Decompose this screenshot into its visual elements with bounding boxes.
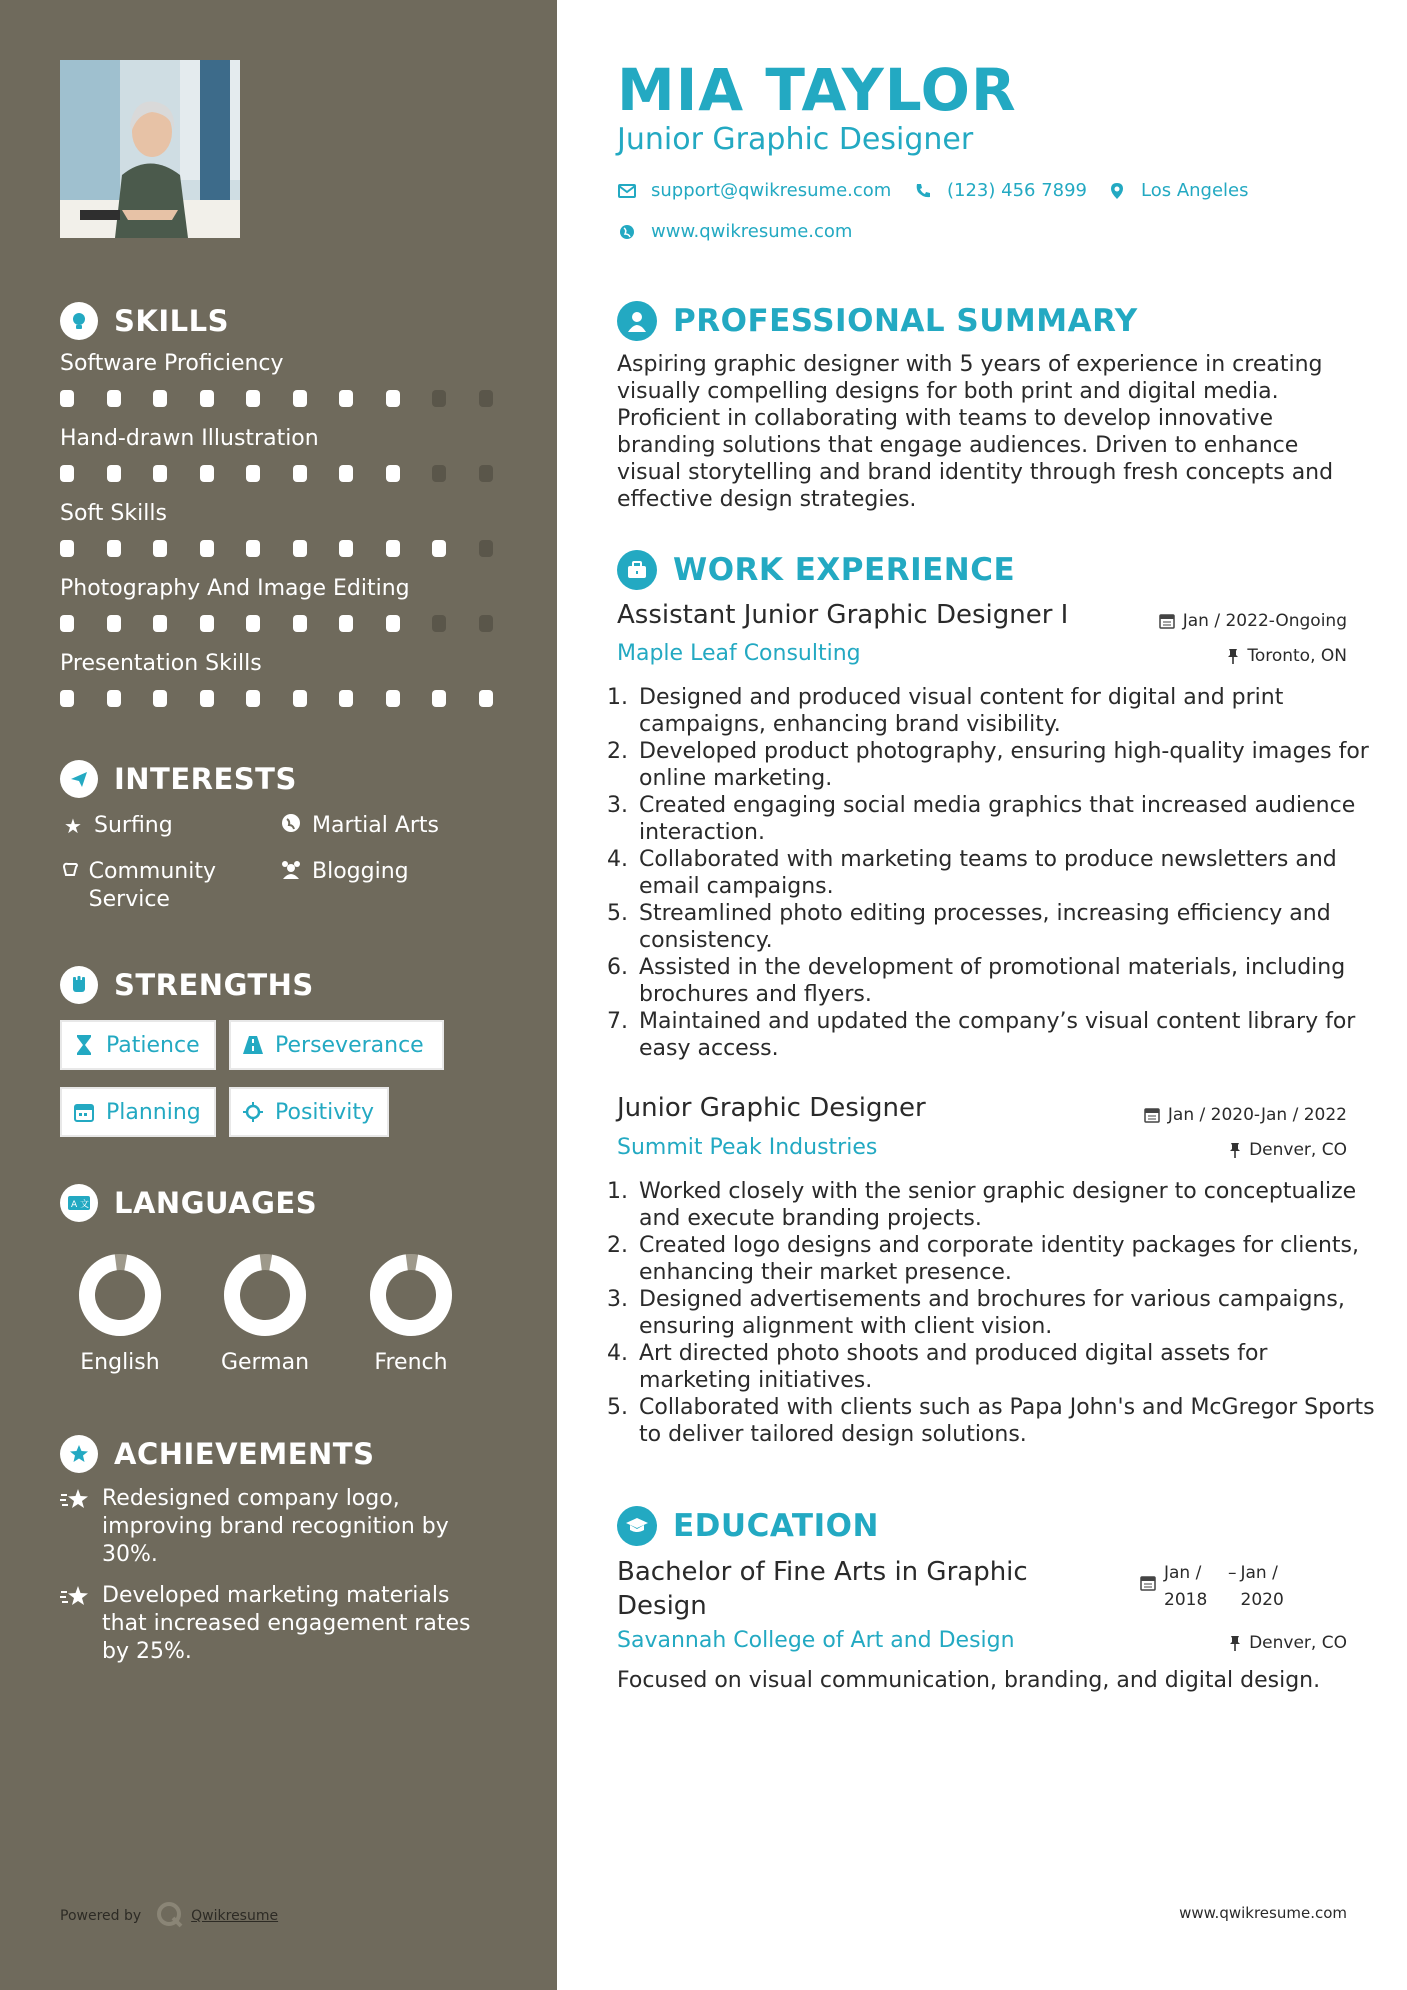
map-pin-icon — [1107, 181, 1127, 201]
skill-rating — [60, 690, 525, 707]
skill-dot-filled — [386, 465, 400, 482]
languages-title: LANGUAGES — [114, 1186, 318, 1220]
skill-dot-empty — [479, 465, 493, 482]
skill-dot-empty — [479, 540, 493, 557]
skill-dot-filled — [246, 540, 260, 557]
footer-website-link[interactable]: www.qwikresume.com — [1179, 1904, 1347, 1922]
skill-dot-filled — [200, 540, 214, 557]
interest-label: Martial Arts — [312, 813, 440, 838]
strength-label: Planning — [106, 1099, 201, 1125]
interests-title: INTERESTS — [114, 762, 297, 796]
job-date — [1159, 611, 1347, 631]
strength-chip — [229, 1087, 389, 1137]
skill-dot-filled — [246, 615, 260, 632]
powered-by-brand-link[interactable]: Qwikresume — [191, 1908, 279, 1924]
calendar-icon — [72, 1100, 96, 1124]
job-date-text: Jan / 2020-Jan / 2022 — [1167, 1105, 1347, 1125]
interest-label: Community Service — [88, 859, 216, 912]
strength-label: Positivity — [275, 1099, 375, 1125]
experience-title: WORK EXPERIENCE — [673, 552, 1016, 588]
envelope-icon — [617, 181, 637, 201]
skill-dot-empty — [432, 465, 446, 482]
job-location — [1229, 1140, 1347, 1160]
job-date — [1144, 1105, 1347, 1125]
skill-dot-filled — [60, 540, 74, 557]
strength-label: Perseverance — [275, 1032, 424, 1058]
language-item — [341, 1250, 481, 1375]
skill-dot-empty — [479, 615, 493, 632]
phone-icon — [913, 181, 933, 201]
skill-dot-filled — [200, 465, 214, 482]
language-label: English — [80, 1350, 160, 1375]
skill-dot-filled — [386, 390, 400, 407]
education-heading — [617, 1506, 879, 1546]
star-icon: ★ — [64, 814, 82, 838]
skill-dot-filled — [153, 540, 167, 557]
list-item: 3. Created engaging social media graphics that increased audience interaction. — [635, 792, 1375, 846]
language-icon — [60, 1184, 98, 1222]
job-title: Assistant Junior Graphic Designer I — [617, 600, 1069, 630]
interest-item — [60, 858, 260, 914]
skill-label: Software Proficiency — [60, 351, 284, 376]
paper-plane-icon — [60, 760, 98, 798]
job-location-text: Toronto, ON — [1247, 646, 1347, 666]
skill-dot-filled — [246, 390, 260, 407]
contact-location — [1107, 180, 1249, 201]
skill-dot-filled — [60, 390, 74, 407]
company-name: Maple Leaf Consulting — [617, 641, 861, 666]
education-start-date: Jan / 2018 — [1164, 1563, 1208, 1610]
skill-dot-filled — [153, 615, 167, 632]
skill-dot-filled — [293, 615, 307, 632]
skill-rating — [60, 390, 525, 407]
email-text: support@qwikresume.com — [651, 180, 892, 201]
interest-item — [278, 812, 439, 840]
candidate-role: Junior Graphic Designer — [617, 122, 974, 157]
skill-dot-filled — [386, 540, 400, 557]
pushpin-icon — [1227, 648, 1239, 664]
main-content — [557, 0, 1407, 1990]
education-title: EDUCATION — [673, 1508, 879, 1544]
list-item: 6. Assisted in the development of promotional materials, including brochures and flyers. — [635, 954, 1375, 1008]
job-location-text: Denver, CO — [1249, 1140, 1347, 1160]
hand-icon — [60, 858, 81, 886]
skill-dot-filled — [153, 690, 167, 707]
list-item: 7. Maintained and updated the company’s visual content library for easy access. — [635, 1008, 1375, 1062]
skill-dot-filled — [153, 465, 167, 482]
strength-label: Patience — [106, 1032, 200, 1058]
strength-chip — [60, 1020, 216, 1070]
experience-heading — [617, 550, 1015, 590]
achievement-text: Developed marketing materials that increased engagement rates by 25%. — [102, 1583, 471, 1664]
list-item: 5. Collaborated with clients such as Papa John's and McGregor Sports to deliver tailored design solutions. — [635, 1394, 1375, 1448]
skill-dot-filled — [293, 465, 307, 482]
phone-text: (123) 456 7899 — [947, 180, 1088, 201]
fist-icon — [60, 966, 98, 1004]
star-burst-icon — [60, 1485, 92, 1569]
achievement-text: Redesigned company logo, improving brand recognition by 30%. — [102, 1486, 449, 1567]
achievement-item — [60, 1582, 500, 1666]
graduation-cap-icon — [617, 1506, 657, 1546]
skill-label: Presentation Skills — [60, 651, 262, 676]
skill-dot-empty — [479, 390, 493, 407]
strengths-title: STRENGTHS — [114, 968, 314, 1002]
skill-label: Soft Skills — [60, 501, 167, 526]
list-item: 1. Worked closely with the senior graphic designer to conceptualize and execute branding projects. — [635, 1178, 1375, 1232]
pushpin-icon — [1229, 1142, 1241, 1158]
summary-heading — [617, 301, 1138, 341]
trophy-icon — [60, 1435, 98, 1473]
skill-dot-filled — [432, 690, 446, 707]
language-ring — [366, 1250, 456, 1340]
svg-text:文: 文 — [80, 1200, 90, 1210]
interest-label: Surfing — [94, 813, 173, 838]
strength-chip — [60, 1087, 216, 1137]
sun-icon — [241, 1100, 265, 1124]
contact-phone[interactable] — [913, 180, 1087, 201]
skill-dot-filled — [200, 615, 214, 632]
powered-by — [60, 1900, 278, 1932]
skill-label: Hand-drawn Illustration — [60, 426, 319, 451]
skill-dot-empty — [432, 390, 446, 407]
education-dates: Jan / 2018 – Jan / 2020 — [1140, 1560, 1301, 1614]
calendar-icon — [1140, 1560, 1156, 1600]
star-burst-icon — [60, 1582, 92, 1666]
skill-dot-filled — [107, 615, 121, 632]
svg-text:A: A — [71, 1200, 78, 1210]
skill-dot-filled — [293, 540, 307, 557]
road-icon — [241, 1033, 265, 1057]
language-label: German — [220, 1350, 310, 1375]
list-item: 4. Collaborated with marketing teams to produce newsletters and email campaigns. — [635, 846, 1375, 900]
skill-dot-filled — [339, 390, 353, 407]
skill-dot-filled — [60, 465, 74, 482]
education-location — [1229, 1633, 1347, 1653]
skill-dot-filled — [246, 690, 260, 707]
summary-text: Aspiring graphic designer with 5 years of experience in creating visually compelling designs for both print and digital media. Proficient in collaborating with teams to develop innovative branding solutions that engage audiences. Driven to enhance visual storytelling and brand identity through fresh concepts and effective design strategies. — [617, 352, 1334, 512]
language-ring — [75, 1250, 165, 1340]
sidebar — [0, 0, 557, 1990]
strength-chip — [229, 1020, 444, 1070]
degree-title: Bachelor of Fine Arts in Graphic Design — [617, 1557, 1028, 1621]
skill-dot-filled — [432, 540, 446, 557]
skill-dot-filled — [293, 390, 307, 407]
skill-dot-filled — [339, 540, 353, 557]
school-name: Savannah College of Art and Design — [617, 1628, 1015, 1653]
job-location — [1227, 646, 1347, 666]
education-location-text: Denver, CO — [1249, 1633, 1347, 1653]
skill-dot-filled — [153, 390, 167, 407]
contact-email[interactable] — [617, 180, 891, 201]
skill-dot-filled — [293, 690, 307, 707]
education-end-date: Jan / 2020 — [1240, 1563, 1284, 1610]
qwikresume-logo-icon — [155, 1900, 183, 1932]
calendar-icon — [1159, 613, 1175, 629]
skill-label: Photography And Image Editing — [60, 576, 410, 601]
skill-rating — [60, 615, 525, 632]
list-item: 5. Streamlined photo editing processes, increasing efficiency and consistency. — [635, 900, 1375, 954]
achievements-heading — [60, 1435, 374, 1473]
language-item — [195, 1250, 335, 1375]
calendar-icon — [1144, 1107, 1160, 1123]
skill-dot-empty — [432, 615, 446, 632]
skill-dot-filled — [339, 690, 353, 707]
language-label: French — [374, 1350, 448, 1375]
skill-dot-filled — [200, 690, 214, 707]
skill-dot-filled — [339, 465, 353, 482]
job-duties-list — [617, 684, 1375, 1062]
language-item — [50, 1250, 190, 1375]
skill-dot-filled — [107, 390, 121, 407]
skill-rating — [60, 465, 525, 482]
skill-dot-filled — [386, 615, 400, 632]
skill-dot-filled — [107, 690, 121, 707]
website-text: www.qwikresume.com — [651, 221, 853, 242]
location-text: Los Angeles — [1141, 180, 1249, 201]
globe-icon — [617, 222, 637, 242]
company-name: Summit Peak Industries — [617, 1135, 878, 1160]
languages-heading — [60, 1184, 317, 1222]
powered-by-label: Powered by — [60, 1908, 142, 1924]
list-item: 2. Developed product photography, ensuring high-quality images for online marketing. — [635, 738, 1375, 792]
interest-item — [278, 858, 409, 886]
skill-dot-filled — [339, 615, 353, 632]
strengths-heading — [60, 966, 314, 1004]
candidate-name: MIA TAYLOR — [617, 56, 1017, 124]
users-icon — [278, 858, 304, 886]
interest-label: Blogging — [312, 859, 409, 884]
briefcase-icon — [617, 550, 657, 590]
achievements-title: ACHIEVEMENTS — [114, 1437, 375, 1471]
skills-heading — [60, 302, 229, 340]
language-ring — [220, 1250, 310, 1340]
skill-dot-filled — [479, 690, 493, 707]
hourglass-icon — [72, 1033, 96, 1057]
skill-dot-filled — [246, 465, 260, 482]
skill-dot-filled — [386, 690, 400, 707]
skill-dot-filled — [107, 540, 121, 557]
skill-rating — [60, 540, 525, 557]
job-date-text: Jan / 2022-Ongoing — [1182, 611, 1347, 631]
user-icon — [617, 301, 657, 341]
list-item: 2. Created logo designs and corporate identity packages for clients, enhancing their market presence. — [635, 1232, 1375, 1286]
skill-dot-filled — [107, 465, 121, 482]
skill-dot-filled — [60, 615, 74, 632]
list-item: 4. Art directed photo shoots and produced digital assets for marketing initiatives. — [635, 1340, 1375, 1394]
skills-title: SKILLS — [114, 304, 229, 338]
pushpin-icon — [1229, 1635, 1241, 1651]
profile-photo — [60, 60, 240, 238]
lightbulb-icon — [60, 302, 98, 340]
skill-dot-filled — [200, 390, 214, 407]
job-title: Junior Graphic Designer — [617, 1093, 926, 1123]
interests-heading — [60, 760, 297, 798]
skill-dot-filled — [60, 690, 74, 707]
job-duties-list — [617, 1178, 1375, 1448]
achievement-item — [60, 1485, 500, 1569]
summary-title: PROFESSIONAL SUMMARY — [673, 303, 1138, 339]
globe-icon — [278, 812, 304, 840]
interest-item — [60, 812, 173, 840]
list-item: 3. Designed advertisements and brochures for various campaigns, ensuring alignment with client vision. — [635, 1286, 1375, 1340]
list-item: 1. Designed and produced visual content for digital and print campaigns, enhancing brand visibility. — [635, 684, 1375, 738]
education-description: Focused on visual communication, branding, and digital design. — [617, 1668, 1321, 1693]
contact-website[interactable] — [617, 221, 852, 242]
